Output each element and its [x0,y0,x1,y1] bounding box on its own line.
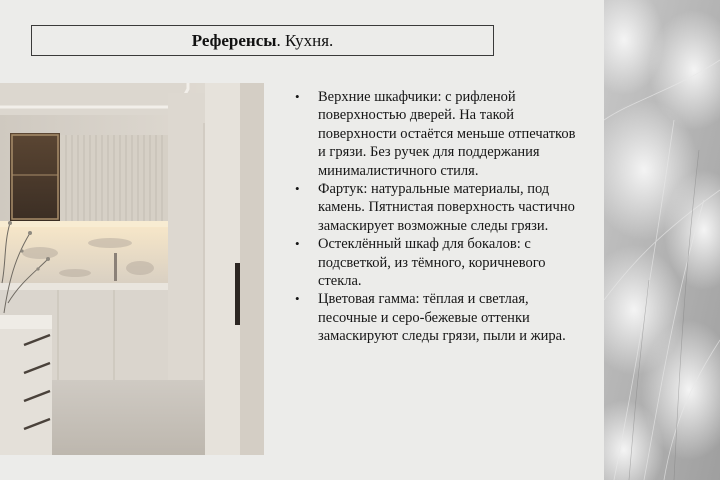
bullet-item [292,235,584,290]
bullet-item [292,290,584,345]
bullet-text: Верхние шкафчики: с рифленой поверхностью дверей. На такой поверхности остаётся меньше отпечатков и грязи. Без ручек для поддержания минималистичного стиля. [318,89,576,179]
kitchen-reference-photo [0,83,264,455]
slide-title-bold: Референсы [191,30,277,50]
bullet-marker: • [295,236,300,252]
bullet-text: Цветовая гамма: тёплая и светлая, песочные и серо-бежевые оттенки замаскируют следы грязи, пыли и жира. [318,291,566,345]
bullet-text: Остеклённый шкаф для бокалов: с подсветкой, из тёмного, коричневого стекла. [318,236,546,290]
bullet-list [292,88,584,346]
bullet-marker: • [295,181,300,197]
bullet-marker: • [295,89,300,104]
bullet-marker: • [295,291,300,307]
slide-title [31,25,494,56]
bullet-item [292,88,584,180]
bullet-item [292,180,584,235]
slide-title-rest: . Кухня. [276,30,334,50]
pampas-grass-photo [604,0,720,480]
bullet-text: Фартук: натуральные материалы, под камень. Пятнистая поверхность частично замаскирует возможные следы грязи. [318,181,575,234]
